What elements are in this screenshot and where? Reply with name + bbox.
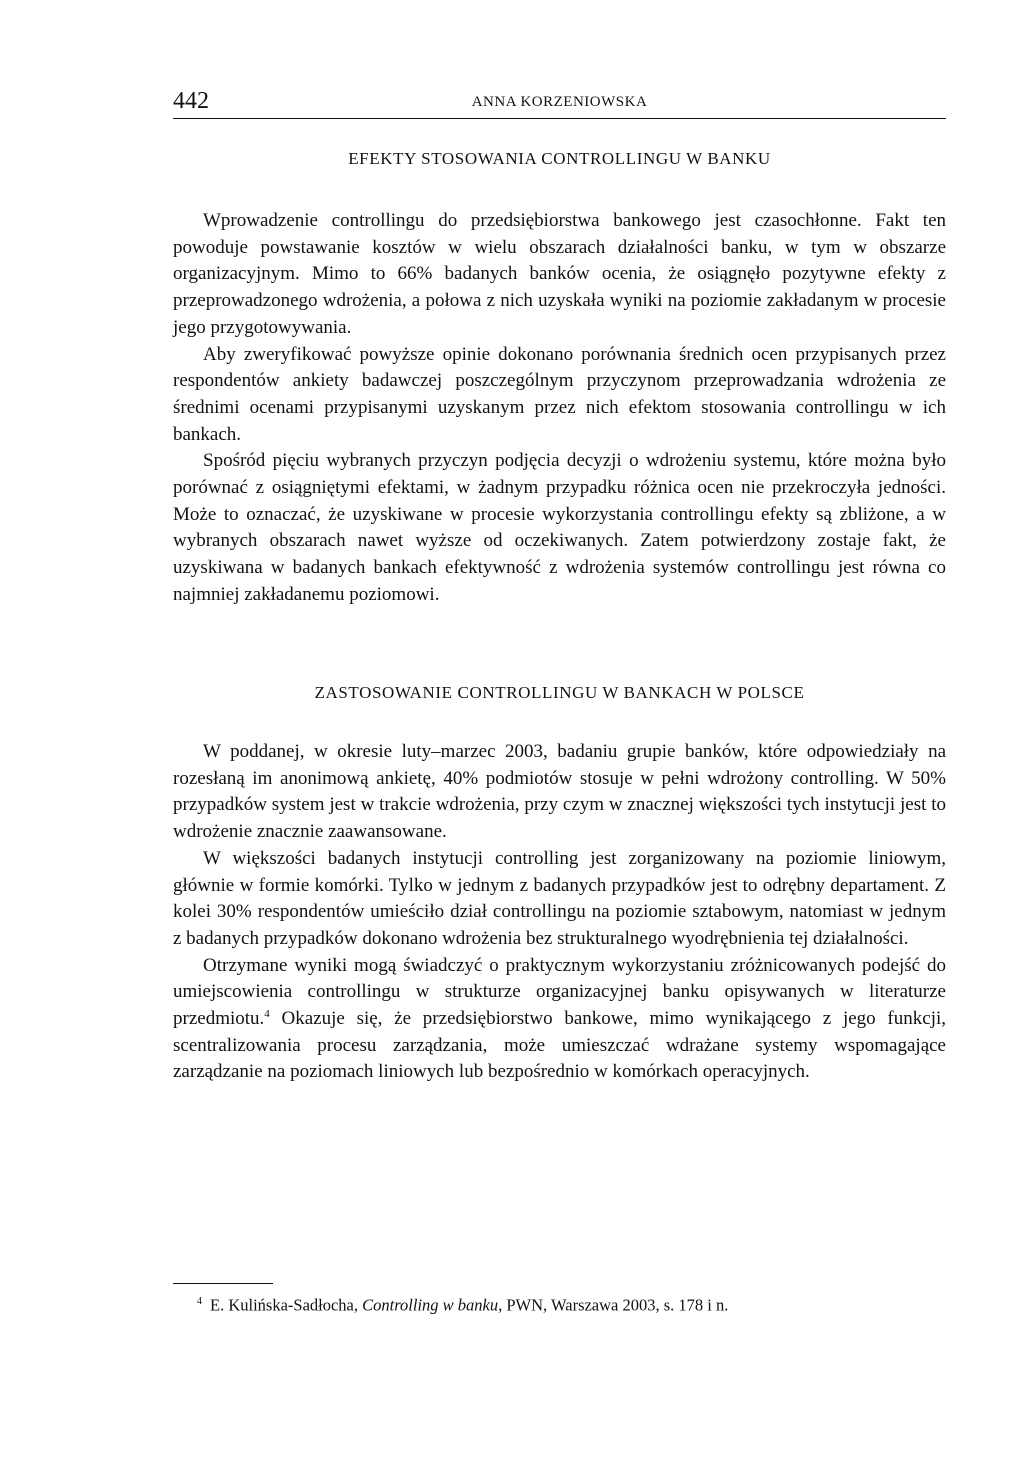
section-heading: EFEKTY STOSOWANIA CONTROLLINGU W BANKU bbox=[348, 149, 771, 168]
section-body bbox=[173, 208, 946, 609]
running-header bbox=[173, 86, 946, 119]
footnote bbox=[197, 1291, 937, 1317]
section-application bbox=[173, 682, 946, 1086]
paragraph: Spośród pięciu wybranych przyczyn podjęcia decyzji o wdrożeniu systemu, które można było porównać z osiągniętymi efektami, w żadnym przypadku różnica ocen nie przekroczyła jedności. Może to oznaczać, że uzyskiwane w procesie wykorzystania controllingu efekty są zbliżone, a w wybranych obszarach nawet wyższe od oczekiwanych. Zatem potwierdzony zostaje fakt, że uzyskiwana w badanych bankach efektywność z wdrożenia systemów controllingu jest równa co najmniej zakładanemu poziomowi. bbox=[173, 450, 946, 605]
footnote-reference[interactable]: 4 bbox=[264, 1008, 270, 1021]
paragraph: Wprowadzenie controllingu do przedsiębiorstwa bankowego jest czasochłonne. Fakt ten powoduje powstawanie kosztów w wielu obszarach działalności banku, w tym w obszarze organizacyjnym. Mimo to 66% badanych banków ocenia, że osiągnęło pozytywne efekty z przeprowadzonego wdrożenia, a połowa z nich uzyskała wyniki na poziomie zakładanym w procesie jego przygotowywania. bbox=[173, 210, 946, 338]
footnote-title: Controlling w banku bbox=[362, 1295, 499, 1315]
paragraph: W większości badanych instytucji controlling jest zorganizowany na poziomie liniowym, głównie w formie komórki. Tylko w jednym z badanych przypadków jest to odrębny departament. Z kolei 30% respondentów umieściło dział controllingu na poziomie sztabowym, natomiast w jednym z badanych przypadków dokonano wdrożenia bez strukturalnego wyodrębnienia tej działalności. bbox=[173, 847, 946, 949]
footnote-mark: 4 bbox=[197, 1296, 202, 1307]
paragraph bbox=[173, 953, 946, 1087]
paragraph: W poddanej, w okresie luty–marzec 2003, badaniu grupie banków, które odpowiedziały na rozesłaną im anonimową ankietę, 40% podmiotów stosuje w pełni wdrożony controlling. W 50% przypadków system jest w trakcie wdrożenia, przy czym w znacznej większości tych instytucji jest to wdrożenie znacznie zaawansowane. bbox=[173, 741, 946, 843]
paragraph: Aby zweryfikować powyższe opinie dokonano porównania średnich ocen przypisanych przez respondentów ankiety badawczej poszczególnym przyczynom przeprowadzania wdrożenia ze średnimi ocenami przypisanymi uzyskanym przez nich efektom stosowania controllingu w ich bankach. bbox=[173, 343, 946, 445]
paragraph-text: Otrzymane wyniki mogą świadczyć o praktycznym wykorzystaniu zróżnicowanych podejść do umiejscowienia controllingu w strukturze organizacyjnej banku opisywanych w literaturze przedmiotu. bbox=[173, 954, 946, 1030]
footnote-author: E. Kulińska-Sadłocha, bbox=[210, 1295, 363, 1315]
running-author: ANNA KORZENIOWSKA bbox=[471, 94, 648, 110]
section-heading: ZASTOSOWANIE CONTROLLINGU W BANKACH W POLSCE bbox=[314, 683, 805, 702]
section-body bbox=[173, 739, 946, 1086]
section-effects bbox=[173, 148, 946, 609]
footnote-rule bbox=[173, 1283, 273, 1284]
footnote-details: , PWN, Warszawa 2003, s. 178 i n. bbox=[498, 1295, 729, 1315]
page-number: 442 bbox=[173, 88, 209, 114]
paragraph-text: Okazuje się, że przedsiębiorstwo bankowe, mimo wynikającego z jego funkcji, scentralizowania procesu zarządzania, może umieszczać wdrażane systemy wspomagające zarządzanie na poziomach liniowych lub bezpośrednio w komórkach operacyjnych. bbox=[173, 1008, 946, 1083]
